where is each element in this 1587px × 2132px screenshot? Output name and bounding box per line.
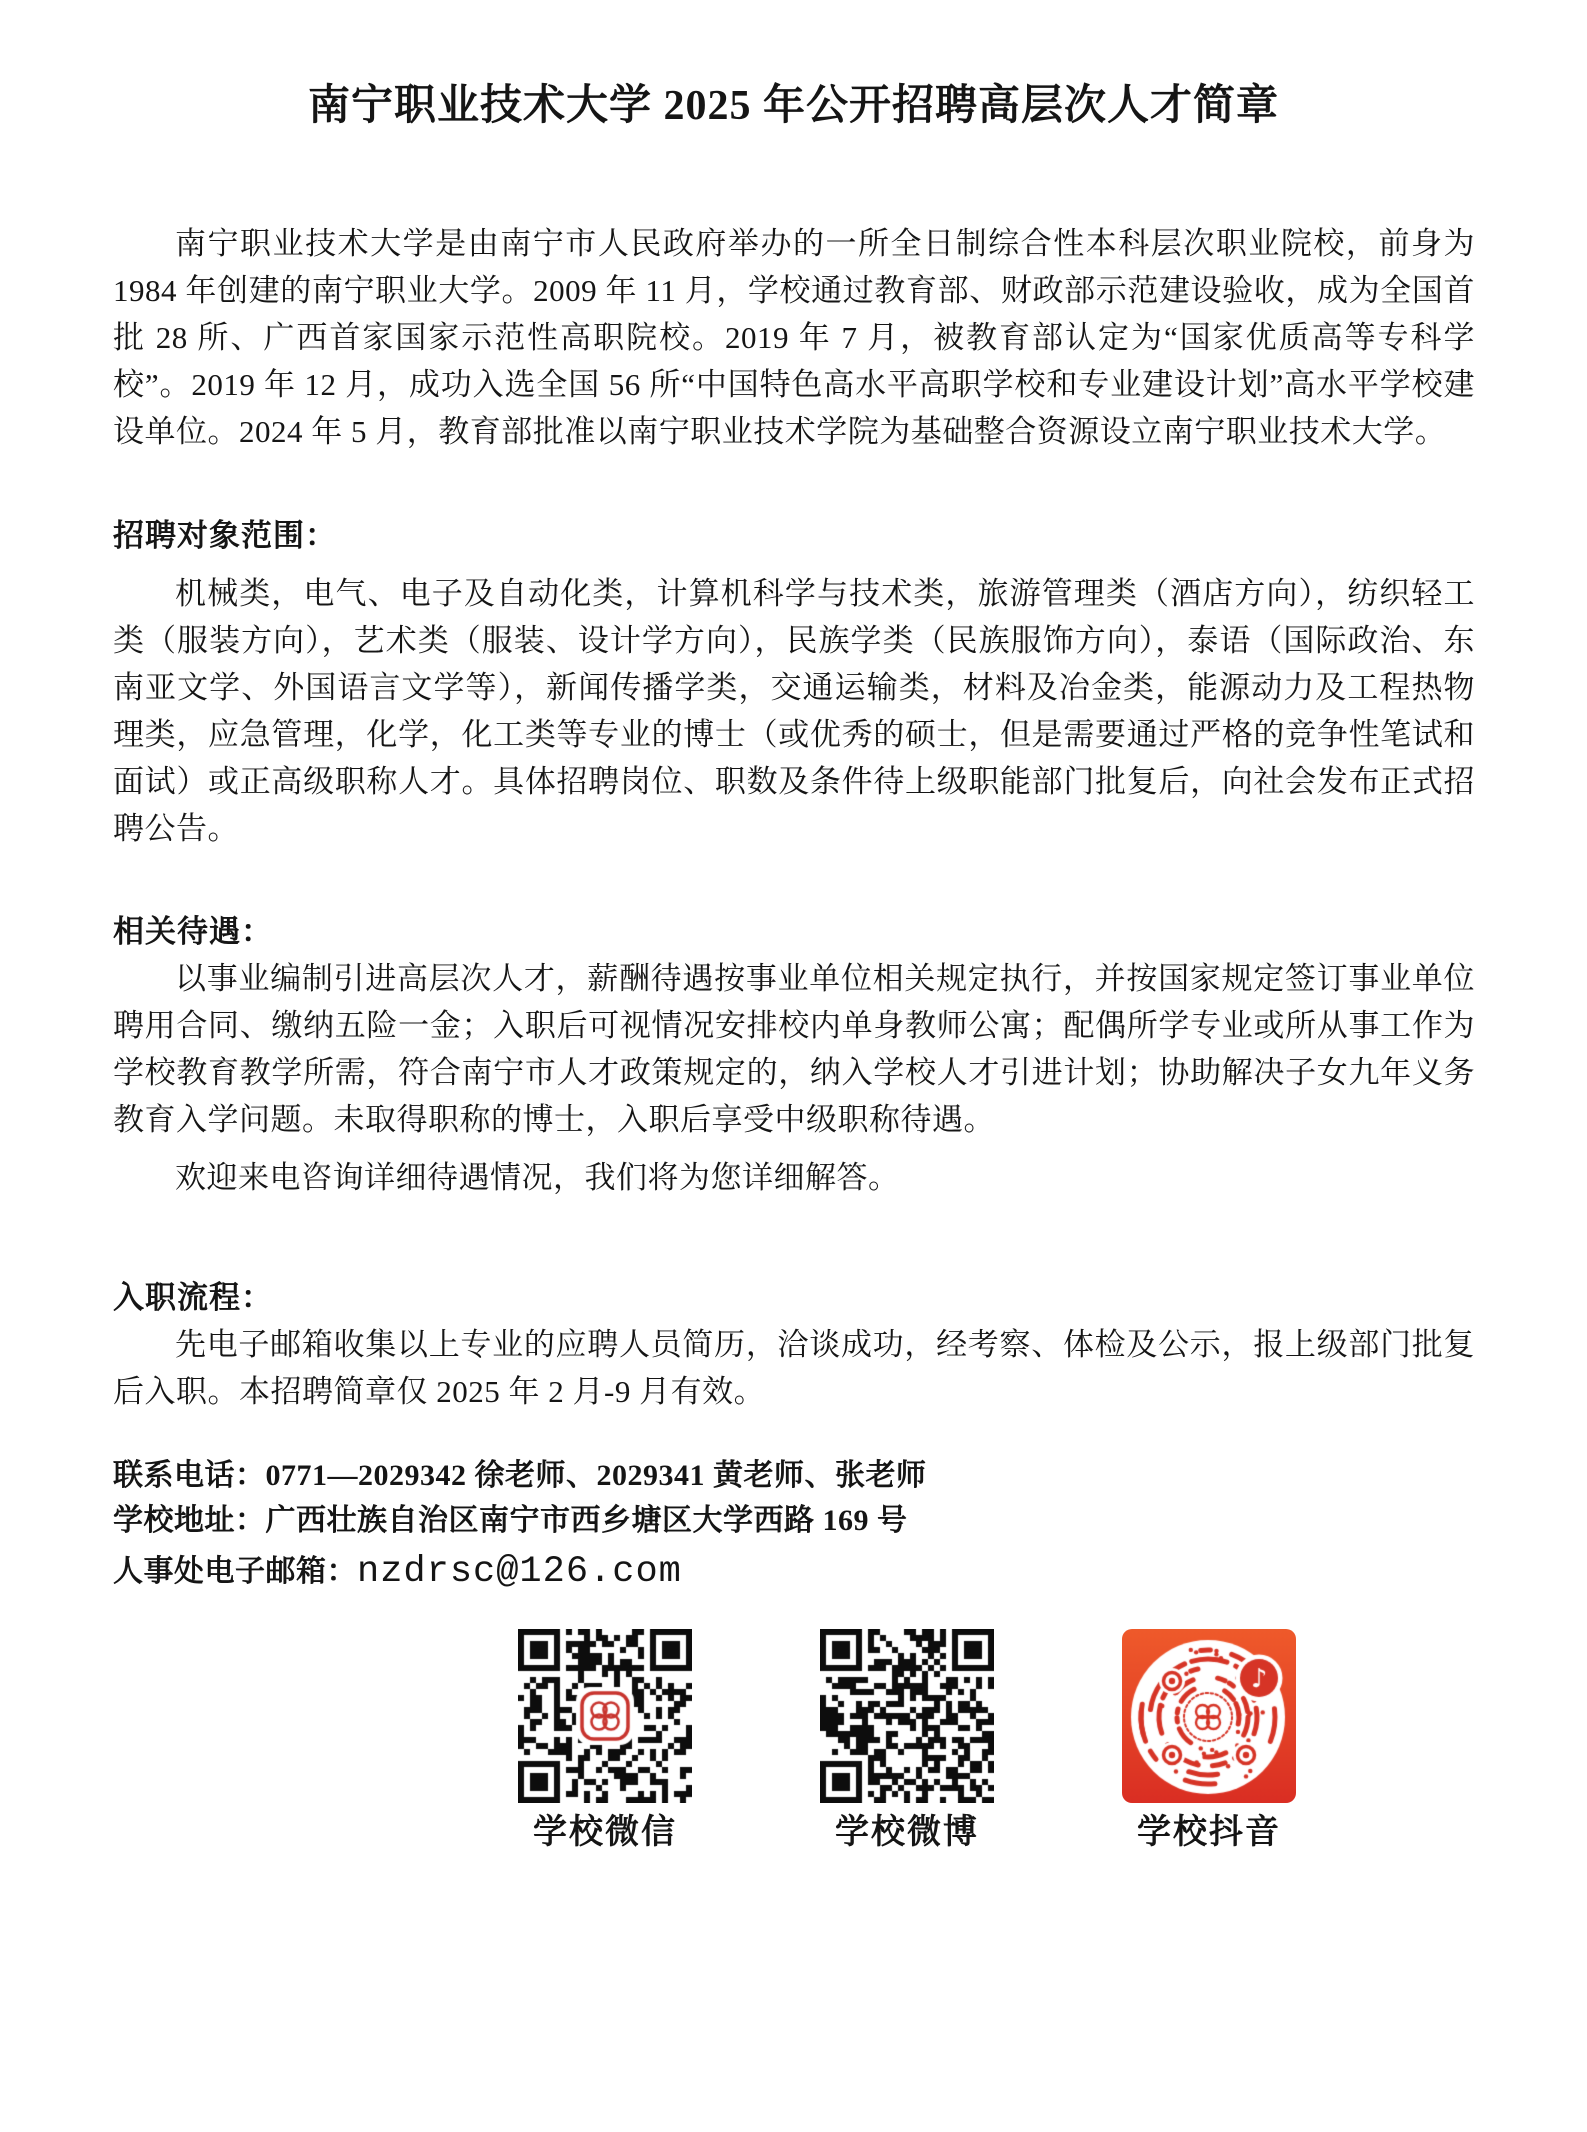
- email-address: nzdrsc@126.com: [357, 1551, 682, 1593]
- douyin-qr-item: [1122, 1629, 1296, 1853]
- douyin-qr-label: 学校抖音: [1137, 1814, 1281, 1851]
- douyin-qr-code-image: [1122, 1629, 1296, 1803]
- recruitment-scope-paragraph: 机械类，电气、电子及自动化类，计算机科学与技术类，旅游管理类（酒店方向），纺织轻工类（服装方向），艺术类（服装、设计学方向），民族学类（民族服饰方向），泰语（国际政治、东南亚文学、外国语言文学等），新闻传播学类，交通运输类，材料及冶金类，能源动力及工程热物理类，应急管理，化学，化工类等专业的博士（或优秀的硕士，但是需要通过严格的竞争性笔试和面试）或正高级职称人才。具体招聘岗位、职数及条件待上级职能部门批复后，向社会发布正式招聘公告。: [113, 576, 1475, 846]
- qr-code-row: [0, 1629, 1587, 1853]
- benefits-paragraph: 以事业编制引进高层次人才，薪酬待遇按事业单位相关规定执行，并按国家规定签订事业单位聘用合同、缴纳五险一金；入职后可视情况安排校内单身教师公寓；配偶所学专业或所从事工作为学校教育教学所需，符合南宁市人才政策规定的，纳入学校人才引进计划；协助解决子女九年义务教育入学问题。未取得职称的博士，入职后享受中级职称待遇。: [113, 961, 1475, 1137]
- intro-paragraph: 南宁职业技术大学是由南宁市人民政府举办的一所全日制综合性本科层次职业院校，前身为 1984 年创建的南宁职业大学。2009 年 11 月，学校通过教育部、财政部示范建设验收，成为全国首批 28 所、广西首家国家示范性高职院校。2019 年 7 月，被教育部认定为“国家优质高等专科学校”。2019 年 12 月，成功入选全国 56 所“中国特色高水平高职学校和专业建设计划”高水平学校建设单位。2024 年 5 月，教育部批准以南宁职业技术学院为基础整合资源设立南宁职业技术大学。: [113, 226, 1475, 449]
- benefits-welcome-paragraph: 欢迎来电咨询详细待遇情况，我们将为您详细解答。: [175, 1160, 900, 1195]
- contact-address-line: 学校地址：广西壮族自治区南宁市西乡塘区大学西路 169 号: [113, 1504, 908, 1537]
- weibo-qr-code-image: [820, 1629, 994, 1803]
- weibo-qr-item: [820, 1629, 994, 1853]
- wechat-qr-item: [518, 1629, 692, 1853]
- wechat-qr-code-image: [518, 1629, 692, 1803]
- wechat-qr-label: 学校微信: [533, 1814, 677, 1851]
- document-body: [113, 220, 1475, 1597]
- contact-phone-line: 联系电话：0771—2029342 徐老师、2029341 黄老师、张老师: [113, 1459, 927, 1492]
- section-heading-benefits: 相关待遇：: [113, 914, 273, 949]
- section-heading-recruitment-scope: 招聘对象范围：: [113, 518, 337, 553]
- weibo-qr-label: 学校微博: [835, 1814, 979, 1851]
- section-heading-onboarding-process: 入职流程：: [113, 1280, 273, 1315]
- page-title: 南宁职业技术大学 2025 年公开招聘高层次人才简章: [307, 83, 1279, 129]
- contact-email-line: [113, 1547, 1475, 1597]
- onboarding-process-paragraph: 先电子邮箱收集以上专业的应聘人员简历，洽谈成功，经考察、体检及公示，报上级部门批复后入职。本招聘简章仅 2025 年 2 月-9 月有效。: [113, 1327, 1475, 1409]
- contact-block: [113, 1453, 1475, 1597]
- email-label: 人事处电子邮箱：: [113, 1555, 357, 1588]
